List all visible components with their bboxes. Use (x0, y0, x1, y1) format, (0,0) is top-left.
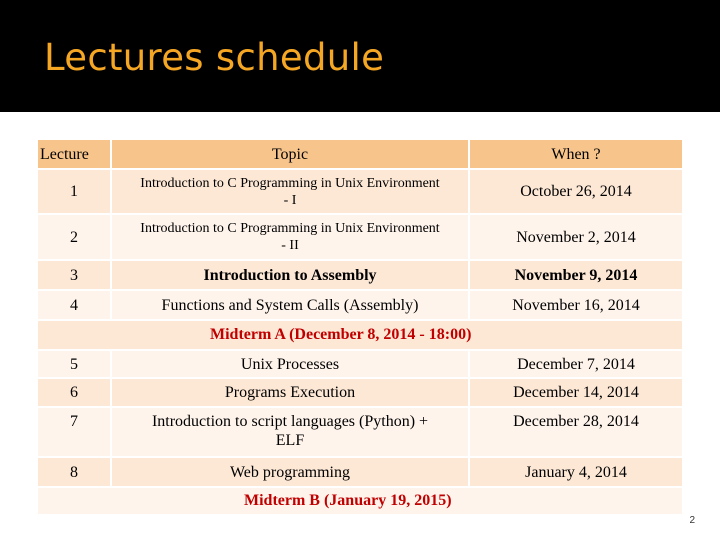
lecture-number: 2 (38, 215, 110, 259)
lecture-topic (112, 215, 468, 259)
midterm-b-label: Midterm B (January 19, 2015) (244, 492, 452, 509)
lecture-topic: Unix Processes (112, 351, 468, 377)
lecture-number: 7 (38, 408, 110, 456)
lecture-date: October 26, 2014 (470, 170, 682, 213)
topic-line: - I (283, 192, 297, 208)
page-number: 2 (689, 515, 695, 526)
topic-line: - II (281, 238, 299, 253)
lecture-topic (112, 170, 468, 213)
midterm-a-label: Midterm A (December 8, 2014 - 18:00) (210, 326, 472, 343)
lecture-date: January 4, 2014 (470, 458, 682, 486)
lecture-topic: Programs Execution (112, 379, 468, 406)
lecture-number: 3 (38, 261, 110, 289)
topic-line: Introduction to C Programming in Unix Environment (140, 221, 440, 236)
column-header-when: When ? (470, 140, 682, 168)
lecture-number: 4 (38, 291, 110, 319)
lecture-number: 6 (38, 379, 110, 406)
title-bar (0, 0, 720, 112)
lecture-date: November 9, 2014 (470, 261, 682, 289)
lecture-number: 5 (38, 351, 110, 377)
lecture-number: 8 (38, 458, 110, 486)
topic-line: ELF (275, 432, 305, 449)
lecture-topic: Functions and System Calls (Assembly) (112, 291, 468, 319)
lecture-date: December 7, 2014 (470, 351, 682, 377)
slide-title: Lectures schedule (44, 36, 385, 79)
column-header-lecture: Lecture (38, 140, 110, 168)
lecture-topic (112, 408, 468, 456)
lecture-topic: Introduction to Assembly (112, 261, 468, 289)
topic-line: Introduction to C Programming in Unix Environment (140, 175, 440, 191)
lecture-number: 1 (38, 170, 110, 213)
column-header-topic: Topic (112, 140, 468, 168)
topic-line: Introduction to script languages (Python) + (151, 413, 429, 430)
lecture-topic: Web programming (112, 458, 468, 486)
lecture-date: December 28, 2014 (470, 408, 682, 456)
lecture-date: November 2, 2014 (470, 215, 682, 259)
lecture-date: November 16, 2014 (470, 291, 682, 319)
lecture-date: December 14, 2014 (470, 379, 682, 406)
